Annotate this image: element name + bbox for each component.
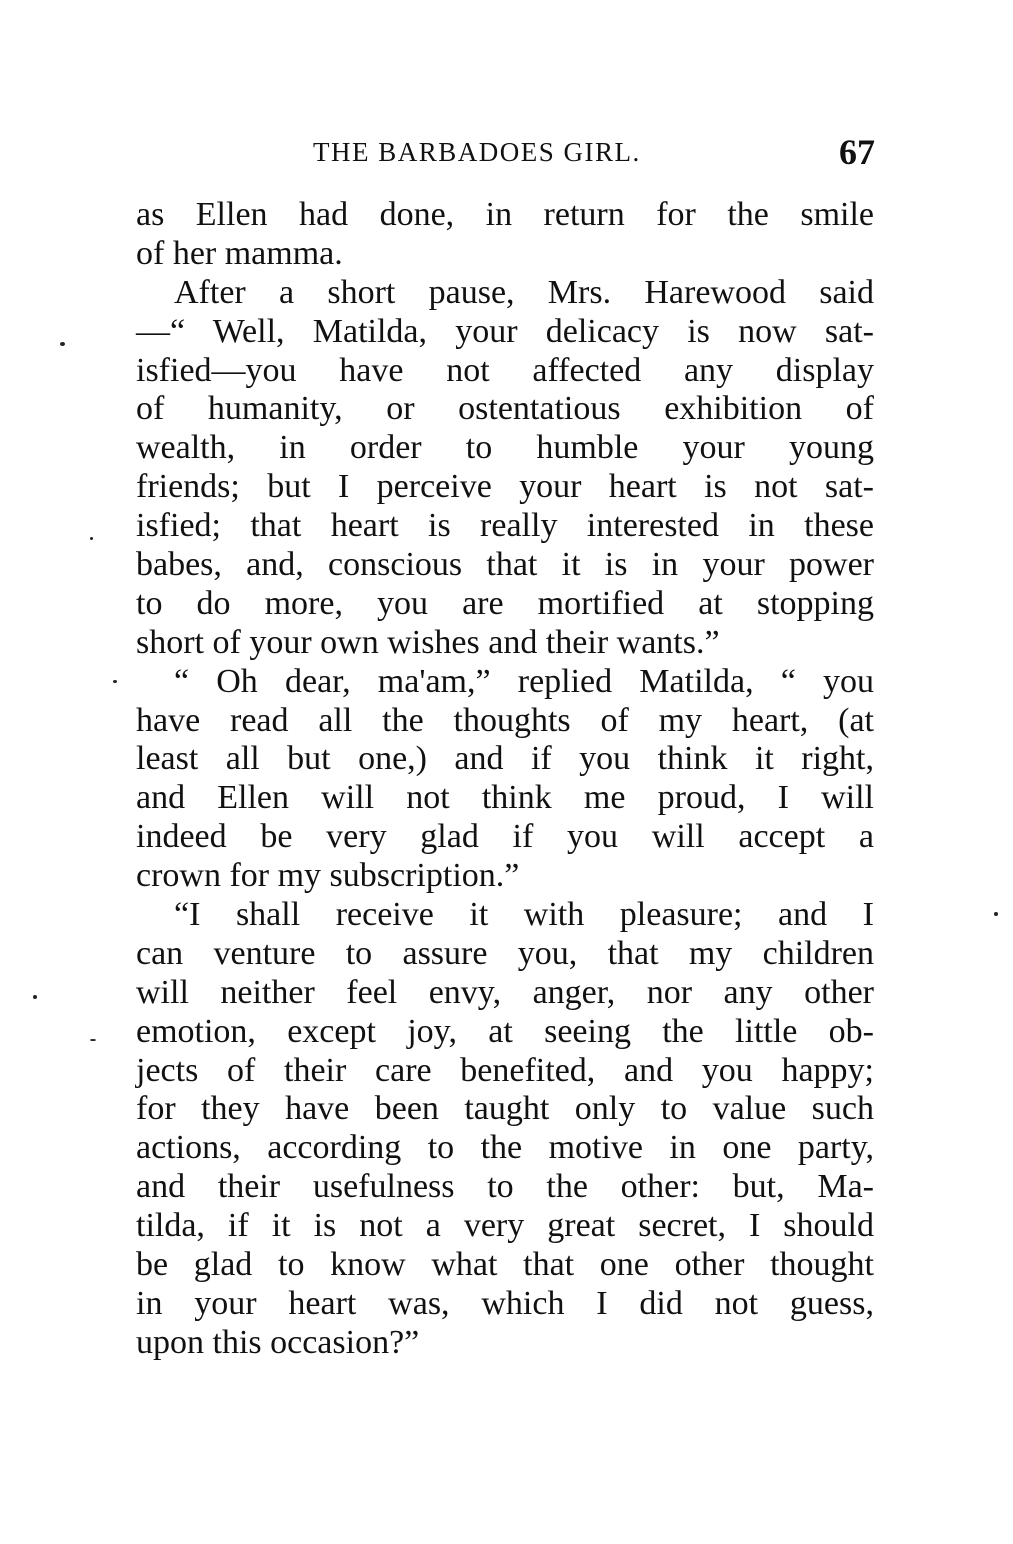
text-line: upon this occasion?”: [136, 1323, 420, 1361]
text-line: least all but one,) and if you think it right,: [136, 740, 874, 778]
text-line: to do more, you are mortified at stopping: [136, 584, 874, 622]
text-line: isfied; that heart is really interested in these: [136, 507, 874, 545]
text-line: jects of their care benefited, and you happy;: [136, 1051, 874, 1089]
text-line: of her mamma.: [136, 234, 343, 272]
text-line: wealth, in order to humble your young: [136, 429, 874, 467]
scan-speck: [60, 342, 65, 346]
text-line: friends; but I perceive your heart is not sat-: [136, 468, 874, 506]
text-line: for they have been taught only to value such: [136, 1090, 874, 1128]
text-line: short of your own wishes and their wants.”: [136, 623, 720, 661]
text-line: indeed be very glad if you will accept a: [136, 818, 874, 856]
text-line: emotion, except joy, at seeing the little ob-: [136, 1012, 874, 1050]
text-line: can venture to assure you, that my children: [136, 934, 874, 972]
scan-speck: [994, 912, 998, 916]
running-head: [137, 131, 875, 171]
text-line: isfied—you have not affected any display: [136, 351, 874, 389]
text-line: have read all the thoughts of my heart, (at: [136, 701, 874, 739]
text-line: and Ellen will not think me proud, I will: [136, 779, 874, 817]
text-line: as Ellen had done, in return for the smile: [136, 196, 874, 233]
text-line: “ Oh dear, ma'am,” replied Matilda, “ you: [174, 662, 874, 700]
text-line: tilda, if it is not a very great secret, I should: [136, 1207, 874, 1245]
scan-speck: [90, 537, 93, 540]
scan-speck: [33, 995, 37, 999]
text-line: actions, according to the motive in one party,: [136, 1129, 874, 1167]
text-line: crown for my subscription.”: [136, 857, 520, 895]
text-line: —“ Well, Matilda, your delicacy is now sat-: [136, 312, 874, 350]
text-line: be glad to know what that one other thought: [136, 1246, 874, 1284]
text-line: “I shall receive it with pleasure; and I: [174, 896, 874, 934]
scan-speck: [90, 1039, 96, 1041]
text-line: After a short pause, Mrs. Harewood said: [174, 273, 874, 311]
text-line: and their usefulness to the other: but, Ma-: [136, 1168, 874, 1206]
text-line: in your heart was, which I did not guess,: [136, 1284, 874, 1322]
body-text: [136, 196, 874, 1363]
text-line: will neither feel envy, anger, nor any other: [136, 973, 874, 1011]
text-line: of humanity, or ostentatious exhibition of: [136, 390, 874, 428]
page-number: 67: [839, 132, 875, 172]
text-line: babes, and, conscious that it is in your power: [136, 546, 874, 584]
running-title: THE BARBADOES GIRL.: [313, 137, 641, 167]
scan-speck: [113, 680, 117, 683]
